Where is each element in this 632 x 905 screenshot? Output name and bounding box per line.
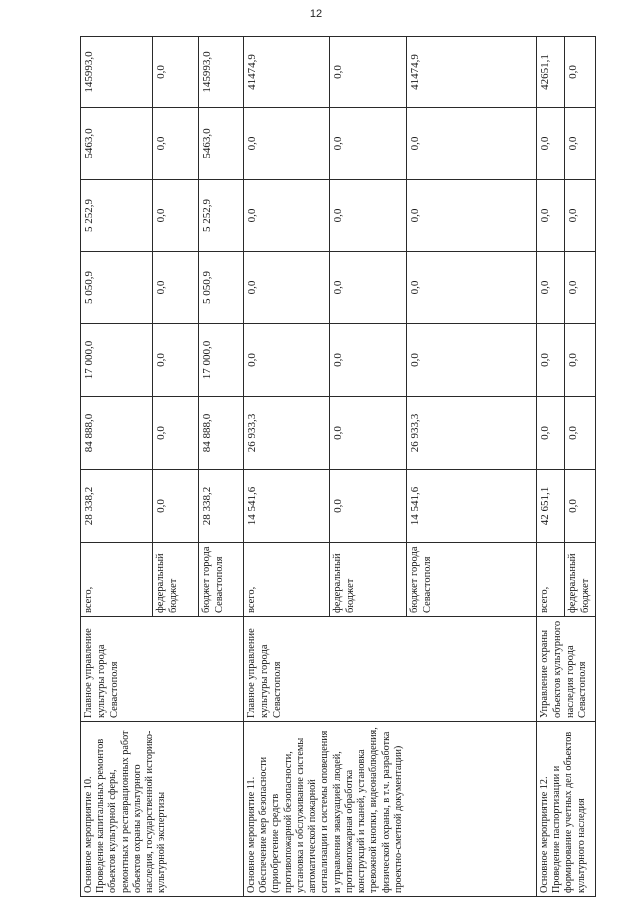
value-cell: 17 000,0 bbox=[199, 324, 244, 397]
value-cell: 0,0 bbox=[153, 324, 199, 397]
value-cell: 0,0 bbox=[537, 252, 565, 324]
value-cell: 17 000,0 bbox=[81, 324, 153, 397]
source-cell: бюджет города Севастополя bbox=[199, 543, 244, 617]
value-cell: 0,0 bbox=[244, 180, 330, 252]
source-cell: бюджет города Севастополя bbox=[407, 543, 537, 617]
value-cell: 14 541,6 bbox=[407, 470, 537, 543]
value-cell: 0,0 bbox=[153, 108, 199, 180]
value-cell: 0,0 bbox=[407, 108, 537, 180]
value-cell: 0,0 bbox=[330, 252, 407, 324]
value-cell: 0,0 bbox=[330, 180, 407, 252]
value-cell: 28 338,2 bbox=[81, 470, 153, 543]
value-cell: 0,0 bbox=[537, 324, 565, 397]
value-cell: 0,0 bbox=[537, 108, 565, 180]
value-cell: 5463,0 bbox=[199, 108, 244, 180]
source-cell: всего, bbox=[244, 543, 330, 617]
value-cell: 0,0 bbox=[407, 180, 537, 252]
value-cell: 0,0 bbox=[153, 470, 199, 543]
value-cell: 42651,1 bbox=[537, 37, 565, 108]
value-cell: 0,0 bbox=[330, 108, 407, 180]
value-cell: 84 888,0 bbox=[199, 397, 244, 470]
value-cell: 41474,9 bbox=[244, 37, 330, 108]
value-cell: 0,0 bbox=[565, 108, 596, 180]
value-cell: 41474,9 bbox=[407, 37, 537, 108]
value-cell: 5 050,9 bbox=[199, 252, 244, 324]
value-cell: 0,0 bbox=[565, 37, 596, 108]
table-row bbox=[537, 37, 565, 897]
source-cell: всего, bbox=[81, 543, 153, 617]
executor-cell: Управление охраны объектов культурного наследия города Севастополя bbox=[537, 617, 596, 722]
value-cell: 145993,0 bbox=[199, 37, 244, 108]
value-cell: 5 050,9 bbox=[81, 252, 153, 324]
budget-table bbox=[80, 36, 596, 897]
value-cell: 0,0 bbox=[330, 397, 407, 470]
table-row bbox=[81, 37, 153, 897]
activity-cell: Основное мероприятие 10. Проведение капитальных ремонтов объектов культурной сферы, ремонтных и реставрационных работ объектов охраны культурного наследия, государственной историко-культурной экспертизы bbox=[81, 722, 244, 897]
value-cell: 5463,0 bbox=[81, 108, 153, 180]
value-cell: 0,0 bbox=[537, 180, 565, 252]
value-cell: 0,0 bbox=[153, 37, 199, 108]
value-cell: 5 252,9 bbox=[81, 180, 153, 252]
value-cell: 0,0 bbox=[407, 252, 537, 324]
value-cell: 26 933,3 bbox=[407, 397, 537, 470]
source-cell: федеральный бюджет bbox=[153, 543, 199, 617]
executor-cell: Главное управление культуры города Севастополя bbox=[81, 617, 244, 722]
value-cell: 0,0 bbox=[153, 180, 199, 252]
value-cell: 14 541,6 bbox=[244, 470, 330, 543]
value-cell: 0,0 bbox=[244, 324, 330, 397]
value-cell: 0,0 bbox=[565, 397, 596, 470]
value-cell: 0,0 bbox=[244, 108, 330, 180]
value-cell: 0,0 bbox=[244, 252, 330, 324]
value-cell: 0,0 bbox=[153, 397, 199, 470]
value-cell: 0,0 bbox=[407, 324, 537, 397]
source-cell: всего, bbox=[537, 543, 565, 617]
activity-cell: Основное мероприятие 11. Обеспечение мер безопасности (приобретение средств противопожарной безопасности, установка и обслуживание системы автоматической пожарной сигнализации и системы оповещения и управления эвакуацией людей, противопожарная обработка конструкций и тканей, установка тревожной кнопки, видеонаблюдения, физической охраны, в т.ч. разработка проектно-сметной документации) bbox=[244, 722, 537, 897]
value-cell: 26 933,3 bbox=[244, 397, 330, 470]
value-cell: 5 252,9 bbox=[199, 180, 244, 252]
activity-cell: Основное мероприятие 12. Проведение паспортизации и формирование учетных дел объектов культурного наследия bbox=[537, 722, 596, 897]
value-cell: 0,0 bbox=[537, 397, 565, 470]
page-number: 12 bbox=[309, 8, 323, 20]
value-cell: 0,0 bbox=[565, 252, 596, 324]
rotated-table-wrapper bbox=[80, 37, 591, 897]
source-cell: федеральный бюджет bbox=[330, 543, 407, 617]
executor-cell: Главное управление культуры города Севастополя bbox=[244, 617, 537, 722]
value-cell: 0,0 bbox=[330, 324, 407, 397]
value-cell: 84 888,0 bbox=[81, 397, 153, 470]
value-cell: 0,0 bbox=[565, 324, 596, 397]
value-cell: 0,0 bbox=[565, 180, 596, 252]
value-cell: 0,0 bbox=[330, 470, 407, 543]
value-cell: 0,0 bbox=[153, 252, 199, 324]
value-cell: 0,0 bbox=[565, 470, 596, 543]
value-cell: 0,0 bbox=[330, 37, 407, 108]
value-cell: 145993,0 bbox=[81, 37, 153, 108]
value-cell: 28 338,2 bbox=[199, 470, 244, 543]
table-row bbox=[244, 37, 330, 897]
value-cell: 42 651,1 bbox=[537, 470, 565, 543]
source-cell: федеральный бюджет bbox=[565, 543, 596, 617]
